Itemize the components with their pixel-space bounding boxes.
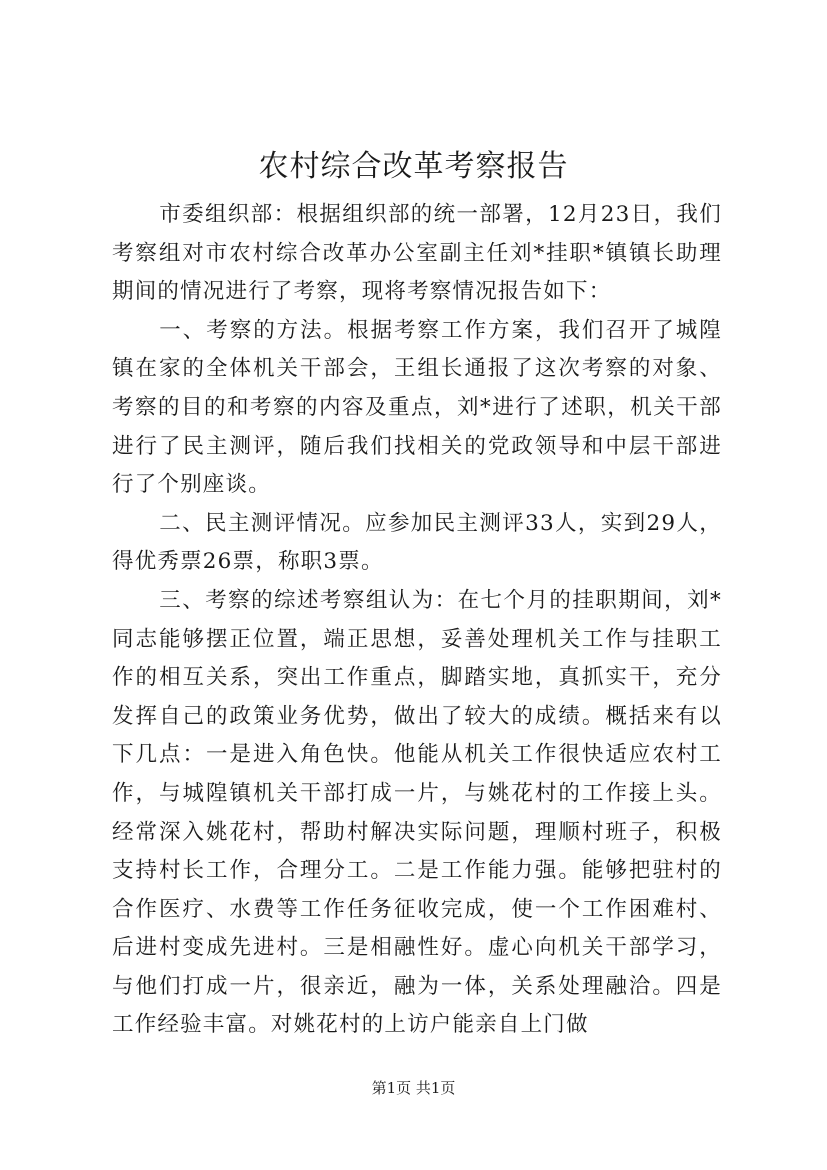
document-title: 农村综合改革考察报告 <box>258 149 569 184</box>
page-footer: 第1页 共1页 <box>371 1079 456 1097</box>
paragraph-summary: 三、考察的综述考察组认为：在七个月的挂职期间，刘*同志能够摆正位置，端正思想，妥善处理机关工作与挂职工作的相互关系，突出工作重点，脚踏实地，真抓实干，充分发挥自己的政策业务优势，做出了较大的成绩。概括来有以下几点：一是进入角色快。他能从机关工作很快适应农村工作，与城隍镇机关干部打成一片，与姚花村的工作接上头。经常深入姚花村，帮助村解决实际问题，理顺村班子，积极支持村长工作，合理分工。二是工作能力强。能够把驻村的合作医疗、水费等工作任务征收完成，使一个工作困难村、后进村变成先进村。三是相融性好。虚心向机关干部学习，与他们打成一片，很亲近，融为一体，关系处理融洽。四是工作经验丰富。对姚花村的上访户能亲自上门做 <box>112 587 722 1038</box>
document-body <box>112 196 722 1045</box>
paragraph-method: 一、考察的方法。根据考察工作方案，我们召开了城隍镇在家的全体机关干部会，王组长通报了这次考察的对象、考察的目的和考察的内容及重点，刘*进行了述职，机关干部进行了民主测评，随后我们找相关的党政领导和中层干部进行了个别座谈。 <box>112 317 722 498</box>
paragraph-intro: 市委组织部：根据组织部的统一部署，12月23日，我们考察组对市农村综合改革办公室副主任刘*挂职*镇镇长助理期间的情况进行了考察，现将考察情况报告如下： <box>112 202 722 305</box>
paragraph-evaluation: 二、民主测评情况。应参加民主测评33人，实到29人，得优秀票26票，称职3票。 <box>112 510 722 575</box>
